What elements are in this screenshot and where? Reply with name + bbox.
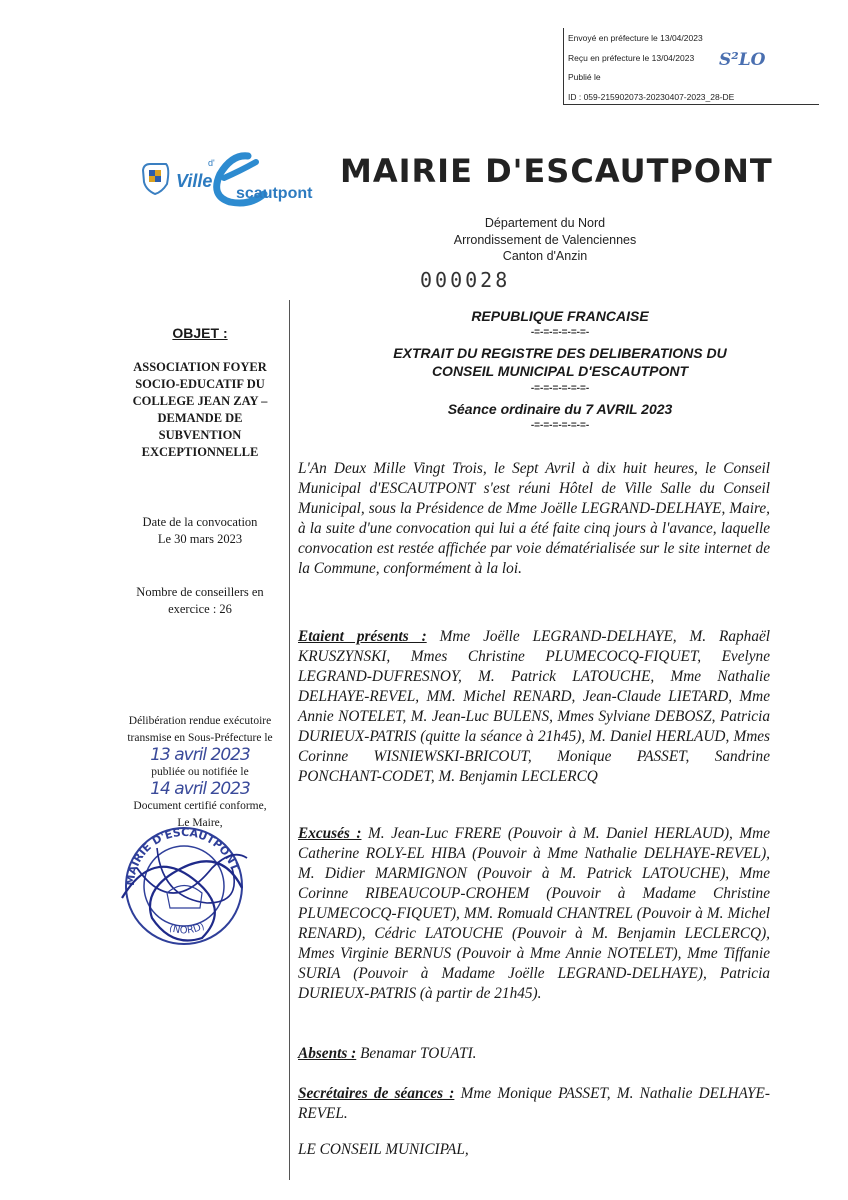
coat-of-arms-icon <box>143 164 168 194</box>
cert-line: Le Maire, <box>177 817 223 829</box>
conseillers-label: Nombre de conseillers en <box>136 585 264 599</box>
departement: Département du Nord <box>484 216 606 230</box>
absents-list: Benamar TOUATI. <box>360 1045 477 1062</box>
mairie-seal <box>112 808 257 953</box>
handwritten-date: 14 avril 2023 <box>150 779 250 799</box>
logo-ville-text: Ville <box>176 171 213 191</box>
presents-paragraph <box>298 627 770 787</box>
absents-paragraph <box>298 1044 770 1064</box>
handwritten-date: 13 avril 2023 <box>150 745 250 765</box>
seance-date: Séance ordinaire du 7 AVRIL 2023 <box>447 401 673 417</box>
absents-label: Absents : <box>298 1045 357 1062</box>
sent-date: Envoyé en préfecture le 13/04/2023 <box>568 33 703 43</box>
act-id: ID : 059-215902073-20230407-2023_28-DE <box>568 92 735 102</box>
canton: Canton d'Anzin <box>502 249 588 263</box>
cert-line: Document certifié conforme, <box>133 800 267 812</box>
secretaires-list: Mme Monique PASSET, M. Nathalie DELHAYE-REVEL. <box>298 1085 770 1122</box>
convocation-label: Date de la convocation <box>142 515 258 529</box>
objet-block <box>120 325 280 461</box>
convocation-date: Le 30 mars 2023 <box>157 532 243 546</box>
logo-de-text: d' <box>208 158 215 168</box>
objet-line: DEMANDE DE <box>157 411 243 425</box>
objet-line: EXCEPTIONNELLE <box>141 445 259 459</box>
objet-line: ASSOCIATION FOYER <box>133 360 267 374</box>
objet-label: OBJET : <box>172 325 228 341</box>
separator: -=-=-=-=-=-=- <box>530 327 590 338</box>
seal-top-text: MAIRIE D'ESCAUTPONT <box>123 825 242 887</box>
objet-line: SUBVENTION <box>158 428 242 442</box>
presents-list: Mme Joëlle LEGRAND-DELHAYE, M. Raphaël KRUSZYNSKI, Mmes Christine PLUMECOCQ-FIQUET, Evelyne LEGRAND-DUFRESNOY, M. Patrick LATOUCHE, Mme Nathalie DELHAYE-REVEL, MM. Michel RENARD, Jean-Claude LIETARD, Mme Annie NOTELET, M. Jean-Luc BULENS, Mmes Sylviane DEBOSZ, Patricia DURIEUX-PATRIS (quitte la séance à 21h45), M. Daniel HERLAUD, Mmes Corinne WISNIEWSKI-BRICOUT, Monique PASSET, Sandrine PONCHANT-CODET, M. Benjamin LECLERCQ <box>298 628 771 785</box>
received-date: Reçu en préfecture le 13/04/2023 <box>568 53 695 63</box>
republique-heading: REPUBLIQUE FRANCAISE <box>471 308 649 324</box>
published-label: Publié le <box>568 72 601 82</box>
column-divider <box>289 300 290 1180</box>
closing-line: LE CONSEIL MUNICIPAL, <box>298 1141 469 1158</box>
arrondissement: Arrondissement de Valenciennes <box>453 233 637 247</box>
presents-label: Etaient présents : <box>298 628 427 645</box>
secretaires-paragraph <box>298 1084 770 1124</box>
svg-text:MAIRIE D'ESCAUTPONT <box>124 826 242 886</box>
objet-line: SOCIO-EDUCATIF DU <box>135 377 265 391</box>
page-title: MAIRIE D'ESCAUTPONT <box>340 152 773 190</box>
excuses-list: M. Jean-Luc FRERE (Pouvoir à M. Daniel HERLAUD), Mme Catherine ROLY-EL HIBA (Pouvoir à Mme Nathalie DELHAYE-REVEL), M. Didier MARMIGNON (Pouvoir à M. Patrick LATOUCHE), Mme Corinne RIBEAUCOUP-CROHEM (Pouvoir à Madame Christine PLUMECOCQ-FIQUET), MM. Romuald CHANTREL (Pouvoir à M. Michel RENARD), Cédric LATOUCHE (Pouvoir à M. Benjamin LECLERCQ), Mmes Virginie BERNUS (Pouvoir à Mme Annie NOTELET), Mme Tiffanie SURIA (Pouvoir à Madame Joëlle LEGRAND-DELHAYE), Patricia DURIEUX-PATRIS (à partir de 21h45). <box>298 825 770 1002</box>
intro-paragraph: L'An Deux Mille Vingt Trois, le Sept Avril à dix huit heures, le Conseil Municipal d'ESCAUTPONT s'est réuni Hôtel de Ville Salle du Conseil Municipal, sous la Présidence de Mme Joëlle LEGRAND-DELHAYE, Maire, à la suite d'une convocation qui lui a été faite cinq jours à l'avance, laquelle convocation est restée affichée par voie dématérialisée sur le site internet de la Commune, conformément à la loi. <box>298 460 770 577</box>
secretaires-label: Secrétaires de séances : <box>298 1085 455 1102</box>
cert-line: publiée ou notifiée le <box>151 766 249 778</box>
separator: -=-=-=-=-=-=- <box>530 420 590 431</box>
ville-escautpont-logo <box>140 148 325 218</box>
s2lo-signature: S²LO <box>719 50 766 70</box>
logo-name-text: scautpont <box>236 185 313 202</box>
extrait-line-1: EXTRAIT DU REGISTRE DES DELIBERATIONS DU <box>393 345 727 361</box>
cert-line: Délibération rendue exécutoire <box>128 715 272 727</box>
cert-line: transmise en Sous-Préfecture le <box>127 732 273 744</box>
separator: -=-=-=-=-=-=- <box>530 383 590 394</box>
extrait-line-2: CONSEIL MUNICIPAL D'ESCAUTPONT <box>431 363 689 379</box>
seal-bottom-text: (NORD) <box>167 920 207 937</box>
deliberation-number: 000028 <box>420 268 511 292</box>
prefecture-stamp-box <box>563 28 819 105</box>
svg-text:(NORD) <box>167 921 206 937</box>
conseillers-count: exercice : 26 <box>168 602 232 616</box>
objet-line: COLLEGE JEAN ZAY – <box>132 394 268 408</box>
excuses-label: Excusés : <box>298 825 362 842</box>
excuses-paragraph <box>298 824 770 1004</box>
